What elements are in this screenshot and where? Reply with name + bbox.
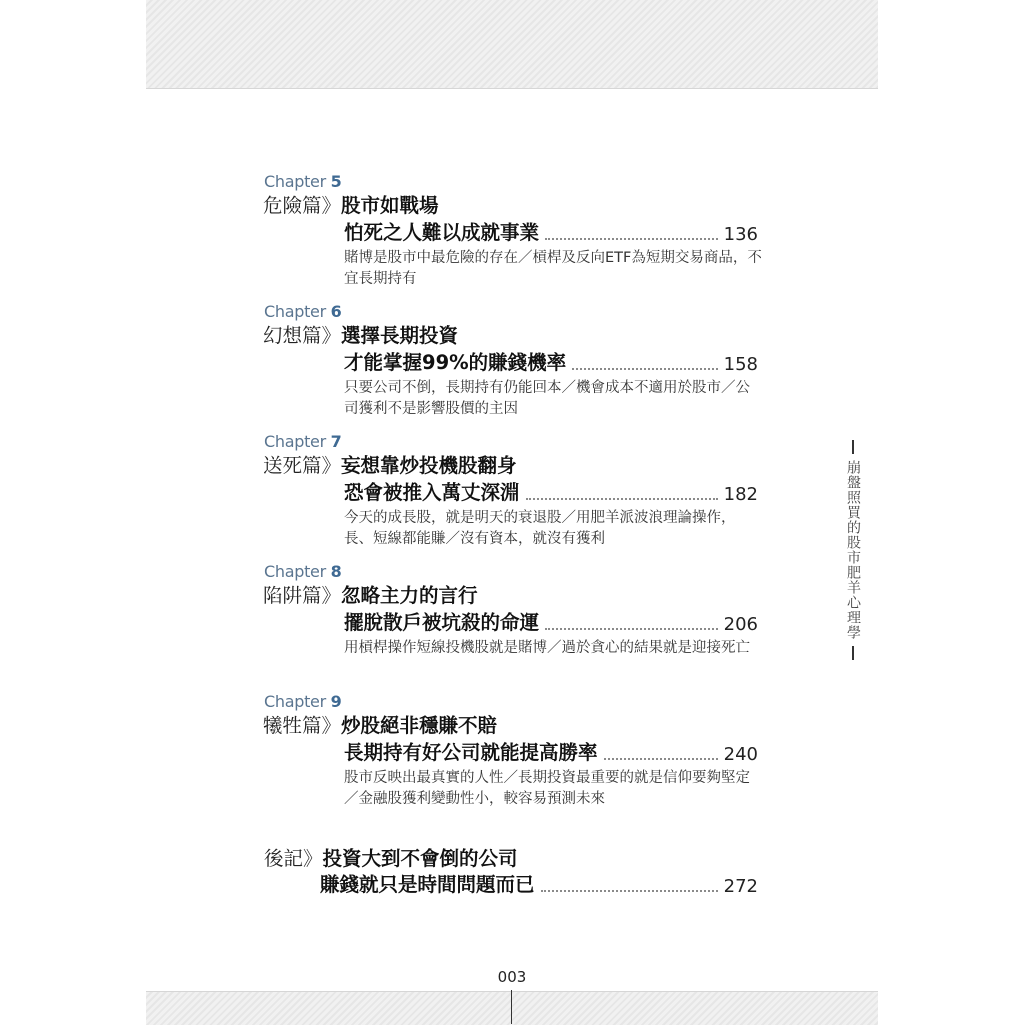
chapter-label: Chapter 7 (264, 432, 342, 451)
running-title-rule-bottom (852, 646, 854, 660)
chapter-label: Chapter 8 (264, 562, 342, 581)
leader-dots (545, 628, 718, 630)
bottom-pattern-band (146, 991, 878, 1025)
chapter-heading: 幻想篇》選擇長期投資 (263, 324, 459, 347)
page-number: 206 (723, 614, 758, 635)
page-folio: 003 (497, 968, 527, 986)
leader-dots (526, 498, 718, 500)
chapter-description: 股市反映出最真實的人性／長期投資最重要的就是信仰要夠堅定／金融股獲利變動性小，較容易預測未來 (344, 770, 750, 807)
chapter-heading: 危險篇》股市如戰場 (263, 194, 439, 217)
epilogue-heading: 後記》投資大到不會倒的公司 (264, 847, 518, 870)
chapter-subtitle-row: 恐會被推入萬丈深淵 182 (344, 481, 758, 505)
leader-dots (541, 890, 718, 892)
chapter-heading: 犧牲篇》炒股絕非穩賺不賠 (263, 714, 498, 737)
folio-rule (511, 990, 512, 1024)
leader-dots (545, 238, 718, 240)
chapter-description: 今天的成長股，就是明天的衰退股／用肥羊派波浪理論操作，長、短線都能賺／沒有資本，就沒有獲利 (344, 510, 736, 547)
leader-dots (572, 368, 717, 370)
running-title-text: 崩盤照買的股市肥羊心理學 (845, 460, 861, 640)
leader-dots (604, 758, 718, 760)
page-number: 240 (723, 744, 758, 765)
chapter-description: 賭博是股市中最危險的存在／槓桿及反向ETF為短期交易商品，不宜長期持有 (344, 250, 762, 287)
page-number: 158 (723, 354, 758, 375)
page-number: 182 (723, 484, 758, 505)
chapter-label: Chapter 5 (264, 172, 342, 191)
page-number: 272 (723, 876, 758, 897)
chapter-heading: 陷阱篇》忽略主力的言行 (263, 584, 478, 607)
epilogue-subtitle-row: 賺錢就只是時間問題而已 272 (320, 873, 758, 897)
chapter-subtitle-row: 擺脫散戶被坑殺的命運 206 (344, 611, 758, 635)
chapter-description: 只要公司不倒，長期持有仍能回本／機會成本不適用於股市／公司獲利不是影響股價的主因 (344, 380, 750, 417)
chapter-subtitle-row: 才能掌握99%的賺錢機率 158 (344, 351, 758, 375)
running-title (843, 440, 863, 660)
top-pattern-band (146, 0, 878, 89)
running-title-rule-top (852, 440, 854, 454)
chapter-description: 用槓桿操作短線投機股就是賭博／過於貪心的結果就是迎接死亡 (344, 640, 750, 656)
page-number: 136 (723, 224, 758, 245)
chapter-label: Chapter 9 (264, 692, 342, 711)
chapter-subtitle-row: 怕死之人難以成就事業 136 (344, 221, 758, 245)
chapter-heading: 送死篇》妄想靠炒投機股翻身 (263, 454, 517, 477)
chapter-subtitle-row: 長期持有好公司就能提高勝率 240 (344, 741, 758, 765)
chapter-label: Chapter 6 (264, 302, 342, 321)
